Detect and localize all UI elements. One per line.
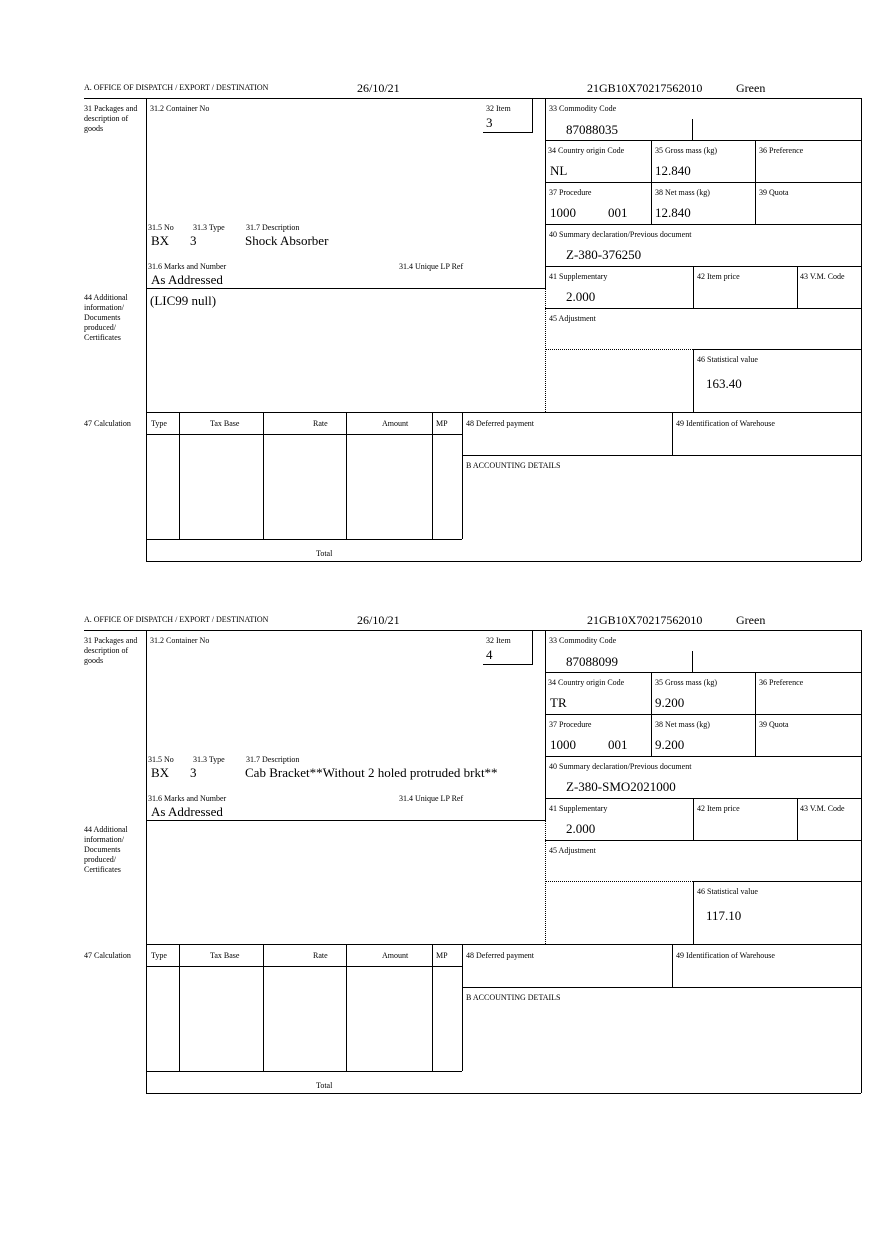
declaration-reference: 21GB10X70217562010 <box>587 613 703 627</box>
commodity-value: 87088035 <box>566 122 618 137</box>
statistical-label: 46 Statistical value <box>697 355 758 364</box>
gross-value: 12.840 <box>655 163 691 178</box>
procedure-value: 1000 <box>550 737 576 752</box>
item-label: 32 Item <box>486 104 511 113</box>
deferred-label: 48 Deferred payment <box>466 419 534 428</box>
total-label: Total <box>316 549 333 558</box>
supplementary-value: 2.000 <box>566 821 596 836</box>
declaration-form-2 <box>0 532 882 1090</box>
statistical-label: 46 Statistical value <box>697 887 758 896</box>
net-value: 12.840 <box>655 205 691 220</box>
item-price-label: 42 Item price <box>697 272 740 281</box>
country-value: TR <box>550 695 567 710</box>
accounting-label: B ACCOUNTING DETAILS <box>466 461 561 470</box>
col-mp-label: MP <box>436 419 448 428</box>
preference-label: 36 Preference <box>759 146 804 155</box>
deferred-label: 48 Deferred payment <box>466 951 534 960</box>
country-value: NL <box>550 163 568 178</box>
commodity-label: 33 Commodity Code <box>549 104 617 113</box>
gross-label: 35 Gross mass (kg) <box>655 146 717 155</box>
marks-label: 31.6 Marks and Number <box>148 794 227 803</box>
office-label: A. OFFICE OF DISPATCH / EXPORT / DESTINATION <box>84 615 269 624</box>
commodity-label: 33 Commodity Code <box>549 636 617 645</box>
type-value: 3 <box>190 233 197 248</box>
unique-label: 31.4 Unique LP Ref <box>399 262 464 271</box>
marks-label: 31.6 Marks and Number <box>148 262 227 271</box>
net-label: 38 Net mass (kg) <box>655 188 710 197</box>
supplementary-label: 41 Supplementary <box>549 804 608 813</box>
marks-value: As Addressed <box>151 804 223 819</box>
adjustment-label: 45 Adjustment <box>549 314 596 323</box>
no-value: BX <box>151 765 170 780</box>
type-value: 3 <box>190 765 197 780</box>
procedure-label: 37 Procedure <box>549 720 592 729</box>
route-status: Green <box>736 81 766 95</box>
type-label: 31.3 Type <box>193 223 225 232</box>
additional-label: 44 Additional information/ Documents produced/ Certificates <box>84 293 128 342</box>
description-label: 31.7 Description <box>246 755 300 764</box>
col-amount-label: Amount <box>382 419 409 428</box>
unique-label: 31.4 Unique LP Ref <box>399 794 464 803</box>
col-taxbase-label: Tax Base <box>210 419 240 428</box>
procedure-label: 37 Procedure <box>549 188 592 197</box>
col-amount-label: Amount <box>382 951 409 960</box>
calculation-label: 47 Calculation <box>84 951 131 960</box>
vm-code-label: 43 V.M. Code <box>800 272 845 281</box>
procedure-extra-value: 001 <box>608 205 628 220</box>
additional-label: 44 Additional information/ Documents produced/ Certificates <box>84 825 128 874</box>
net-label: 38 Net mass (kg) <box>655 720 710 729</box>
item-value: 4 <box>486 647 493 662</box>
statistical-value: 163.40 <box>706 376 742 391</box>
no-label: 31.5 No <box>148 755 174 764</box>
calculation-label: 47 Calculation <box>84 419 131 428</box>
route-status: Green <box>736 613 766 627</box>
col-mp-label: MP <box>436 951 448 960</box>
type-label: 31.3 Type <box>193 755 225 764</box>
col-type-label: Type <box>151 951 167 960</box>
country-label: 34 Country origin Code <box>548 146 625 155</box>
quota-label: 39 Quota <box>759 188 789 197</box>
procedure-value: 1000 <box>550 205 576 220</box>
col-rate-label: Rate <box>313 951 328 960</box>
item-price-label: 42 Item price <box>697 804 740 813</box>
no-value: BX <box>151 233 170 248</box>
declaration-date: 26/10/21 <box>357 81 400 95</box>
summary-label: 40 Summary declaration/Previous document <box>549 230 692 239</box>
additional-value: (LIC99 null) <box>150 293 217 308</box>
office-label: A. OFFICE OF DISPATCH / EXPORT / DESTINATION <box>84 83 269 92</box>
accounting-label: B ACCOUNTING DETAILS <box>466 993 561 1002</box>
warehouse-label: 49 Identification of Warehouse <box>676 951 775 960</box>
item-value: 3 <box>486 115 493 130</box>
description-value: Cab Bracket**Without 2 holed protruded brkt** <box>245 765 498 780</box>
warehouse-label: 49 Identification of Warehouse <box>676 419 775 428</box>
country-label: 34 Country origin Code <box>548 678 625 687</box>
procedure-extra-value: 001 <box>608 737 628 752</box>
preference-label: 36 Preference <box>759 678 804 687</box>
col-type-label: Type <box>151 419 167 428</box>
packages-label: 31 Packages and description of goods <box>84 636 138 665</box>
description-value: Shock Absorber <box>245 233 329 248</box>
quota-label: 39 Quota <box>759 720 789 729</box>
summary-label: 40 Summary declaration/Previous document <box>549 762 692 771</box>
net-value: 9.200 <box>655 737 685 752</box>
statistical-value: 117.10 <box>706 908 742 923</box>
commodity-value: 87088099 <box>566 654 618 669</box>
no-label: 31.5 No <box>148 223 174 232</box>
marks-value: As Addressed <box>151 272 223 287</box>
container-label: 31.2 Container No <box>150 636 210 645</box>
declaration-reference: 21GB10X70217562010 <box>587 81 703 95</box>
packages-label: 31 Packages and description of goods <box>84 104 138 133</box>
col-rate-label: Rate <box>313 419 328 428</box>
description-label: 31.7 Description <box>246 223 300 232</box>
vm-code-label: 43 V.M. Code <box>800 804 845 813</box>
gross-value: 9.200 <box>655 695 685 710</box>
summary-value: Z-380-376250 <box>566 247 642 262</box>
declaration-date: 26/10/21 <box>357 613 400 627</box>
supplementary-value: 2.000 <box>566 289 596 304</box>
summary-value: Z-380-SMO2021000 <box>566 779 676 794</box>
total-label: Total <box>316 1081 333 1090</box>
supplementary-label: 41 Supplementary <box>549 272 608 281</box>
col-taxbase-label: Tax Base <box>210 951 240 960</box>
item-label: 32 Item <box>486 636 511 645</box>
gross-label: 35 Gross mass (kg) <box>655 678 717 687</box>
adjustment-label: 45 Adjustment <box>549 846 596 855</box>
container-label: 31.2 Container No <box>150 104 210 113</box>
declaration-form-1 <box>0 0 882 558</box>
